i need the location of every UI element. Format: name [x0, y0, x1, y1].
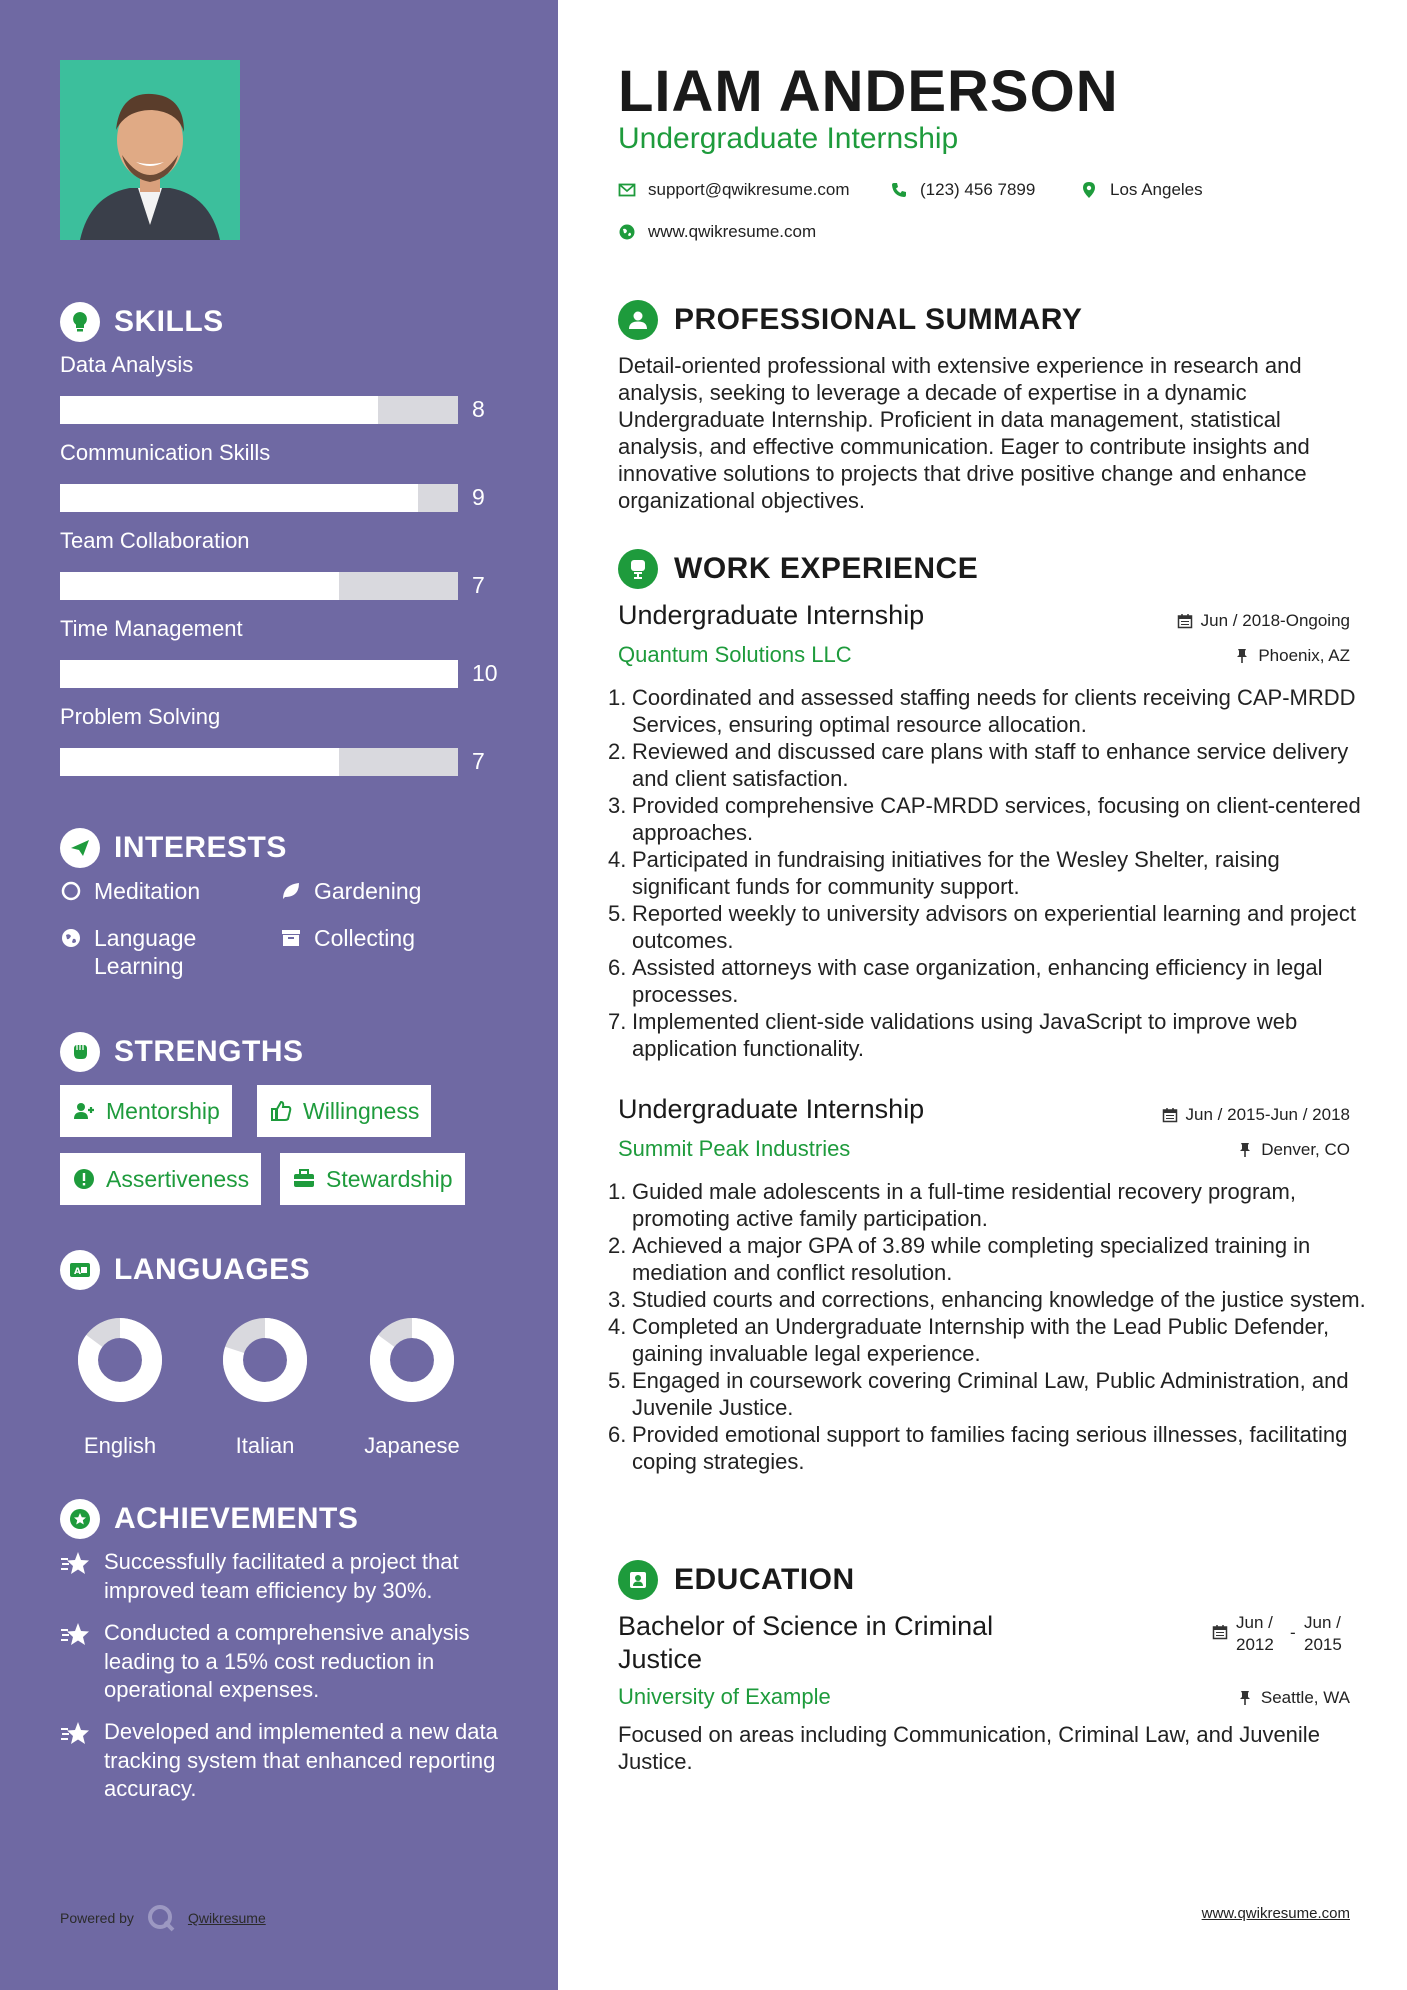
skill-value: 9: [472, 484, 485, 510]
strength-badge: Assertiveness: [60, 1153, 261, 1205]
list-item: Completed an Undergraduate Internship with the Lead Public Defender, gaining invaluable legal experience.: [632, 1314, 1330, 1366]
language-item: [342, 1315, 482, 1459]
list-item: Engaged in coursework covering Criminal Law, Public Administration, and Juvenile Justice.: [632, 1368, 1349, 1420]
company-name: Summit Peak Industries: [618, 1136, 851, 1161]
svg-text:A: A: [74, 1267, 82, 1277]
contact-location: Los Angeles: [1080, 180, 1203, 200]
job-location: Denver, CO: [1237, 1140, 1350, 1160]
qwikresume-logo-icon: [146, 1903, 176, 1933]
language-name: Japanese: [364, 1433, 460, 1458]
skill-bar: [60, 572, 458, 600]
strength-badge: Stewardship: [280, 1153, 465, 1205]
summary-text: Detail-oriented professional with extensive experience in research and analysis, seeking to leverage a decade of expertise in a dynamic Undergraduate Internship. Proficient in data management, statistical analysis, and effective communication. Eager to contribute insights and innovative solutions to projects that drive positive change and enhance organizational objectives.: [618, 353, 1310, 513]
skill-bar: [60, 484, 458, 512]
lightbulb-icon: [60, 302, 100, 342]
exclamation-icon: [72, 1167, 96, 1191]
languages-heading: A LANGUAGES: [60, 1250, 310, 1290]
thumbs-up-icon: [269, 1099, 293, 1123]
qwikresume-link[interactable]: Qwikresume: [187, 1910, 266, 1926]
job-title: Undergraduate Internship: [618, 600, 925, 630]
list-item: Guided male adolescents in a full-time residential recovery program, promoting active family participation.: [632, 1179, 1296, 1231]
skill-bar: [60, 396, 458, 424]
achievement-item: Successfully facilitated a project that improved team efficiency by 30%.: [60, 1548, 510, 1605]
education-dates: Jun / 2012 - Jun / 2015: [1212, 1612, 1350, 1656]
pushpin-icon: [1237, 1690, 1253, 1706]
calendar-icon: [1177, 613, 1193, 629]
interest-item: Language Learning: [60, 924, 240, 980]
contact-website: www.qwikresume.com: [618, 222, 816, 242]
sidebar: [0, 0, 558, 1990]
user-plus-icon: [72, 1099, 96, 1123]
interest-item: Gardening: [280, 877, 421, 905]
star-icon: [60, 1550, 92, 1578]
candidate-name: LIAM ANDERSON: [618, 59, 1119, 124]
job-dates: Jun / 2015-Jun / 2018: [1162, 1105, 1350, 1125]
skill-name: Data Analysis: [60, 352, 194, 377]
interest-item: Meditation: [60, 877, 200, 905]
education-start: Jun / 2012: [1236, 1613, 1274, 1654]
leaf-icon: [280, 880, 302, 902]
education-heading: EDUCATION: [618, 1560, 855, 1600]
user-icon: [618, 300, 658, 340]
skills-heading: SKILLS: [60, 302, 224, 342]
list-item: Studied courts and corrections, enhancing knowledge of the justice system.: [632, 1287, 1366, 1312]
skill-value: 7: [472, 748, 485, 774]
language-ring: [220, 1315, 310, 1405]
fist-icon: [60, 1032, 100, 1072]
skill-bar: [60, 660, 458, 688]
achievements-heading: ACHIEVEMENTS: [60, 1499, 358, 1539]
list-item: Assisted attorneys with case organization, enhancing efficiency in legal processes.: [632, 955, 1323, 1007]
globe-icon: [60, 927, 82, 949]
company-name: Quantum Solutions LLC: [618, 642, 852, 667]
skill-item: [60, 440, 520, 510]
skill-item: [60, 528, 520, 598]
list-item: Implemented client-side validations using JavaScript to improve web application functionality.: [632, 1009, 1298, 1061]
language-ring: [367, 1315, 457, 1405]
circle-icon: [60, 880, 82, 902]
envelope-icon: [618, 181, 636, 199]
candidate-role: Undergraduate Internship: [618, 122, 959, 155]
archive-icon: [280, 927, 302, 949]
pushpin-icon: [1234, 648, 1250, 664]
strengths-heading: STRENGTHS: [60, 1032, 304, 1072]
skill-item: [60, 352, 520, 422]
education-end: Jun / 2015: [1304, 1613, 1342, 1654]
interest-item: Collecting: [280, 924, 415, 952]
skill-bar: [60, 748, 458, 776]
list-item: Provided comprehensive CAP-MRDD services, focusing on client-centered approaches.: [632, 793, 1361, 845]
contact-email: support@qwikresume.com: [618, 180, 850, 200]
strength-badge: Willingness: [257, 1085, 431, 1137]
language-item: [195, 1315, 335, 1459]
interests-heading: INTERESTS: [60, 828, 287, 868]
language-icon: [60, 1250, 100, 1290]
job-location: Phoenix, AZ: [1234, 646, 1350, 666]
language-name: English: [83, 1433, 157, 1458]
skill-name: Communication Skills: [60, 440, 271, 465]
skill-value: 7: [472, 572, 485, 598]
degree-title: Bachelor of Science in Criminal Justice: [618, 1611, 994, 1674]
star-badge-icon: [60, 1499, 100, 1539]
paper-plane-icon: [60, 828, 100, 868]
globe-icon: [618, 223, 636, 241]
briefcase-icon: [292, 1167, 316, 1191]
list-item: Achieved a major GPA of 3.89 while completing specialized training in mediation and conflict resolution.: [632, 1233, 1311, 1285]
pushpin-icon: [1237, 1142, 1253, 1158]
skill-name: Problem Solving: [60, 704, 221, 729]
skill-item: [60, 616, 520, 686]
job-dates: Jun / 2018-Ongoing: [1177, 611, 1350, 631]
skill-value: 10: [472, 660, 498, 686]
main-content: [558, 0, 1407, 1990]
language-ring: [75, 1315, 165, 1405]
achievement-item: Conducted a comprehensive analysis leading to a 15% cost reduction in operational expenses.: [60, 1619, 510, 1705]
language-item: [50, 1315, 190, 1459]
language-name: Italian: [235, 1433, 295, 1458]
map-pin-icon: [1080, 181, 1098, 199]
skill-item: [60, 704, 520, 774]
briefcase-chair-icon: [618, 549, 658, 589]
achievement-item: Developed and implemented a new data tracking system that enhanced reporting accuracy.: [60, 1718, 510, 1804]
school-name: University of Example: [618, 1684, 831, 1709]
skill-name: Time Management: [60, 616, 243, 641]
list-item: Provided emotional support to families facing serious illnesses, facilitating coping strategies.: [632, 1422, 1348, 1474]
skill-name: Team Collaboration: [60, 528, 250, 553]
experience-heading: WORK EXPERIENCE: [618, 549, 978, 589]
profile-photo: [60, 60, 240, 240]
skill-value: 8: [472, 396, 485, 422]
calendar-icon: [1162, 1107, 1178, 1123]
job-title: Undergraduate Internship: [618, 1094, 925, 1124]
list-item: Reviewed and discussed care plans with staff to enhance service delivery and client satisfaction.: [632, 739, 1349, 791]
job-duties: [608, 1178, 1368, 1475]
contact-phone: (123) 456 7899: [890, 180, 1035, 200]
star-icon: [60, 1621, 92, 1649]
graduation-icon: [618, 1560, 658, 1600]
calendar-icon: [1212, 1624, 1228, 1640]
list-item: Reported weekly to university advisors on experiential learning and project outcomes.: [632, 901, 1356, 953]
summary-heading: PROFESSIONAL SUMMARY: [618, 300, 1082, 340]
education-location: Seattle, WA: [1237, 1688, 1350, 1708]
list-item: Participated in fundraising initiatives for the Wesley Shelter, raising significant funds for community support.: [632, 847, 1280, 899]
footer-website-link[interactable]: www.qwikresume.com: [1201, 1905, 1350, 1922]
job-duties: [608, 684, 1368, 1062]
star-icon: [60, 1720, 92, 1748]
education-description: Focused on areas including Communication, Criminal Law, and Juvenile Justice.: [618, 1722, 1320, 1774]
list-item: Coordinated and assessed staffing needs for clients receiving CAP-MRDD Services, ensuring optimal resource allocation.: [632, 685, 1356, 737]
powered-by: Powered by Qwikresume: [60, 1903, 266, 1933]
strength-badge: Mentorship: [60, 1085, 232, 1137]
phone-icon: [890, 181, 908, 199]
